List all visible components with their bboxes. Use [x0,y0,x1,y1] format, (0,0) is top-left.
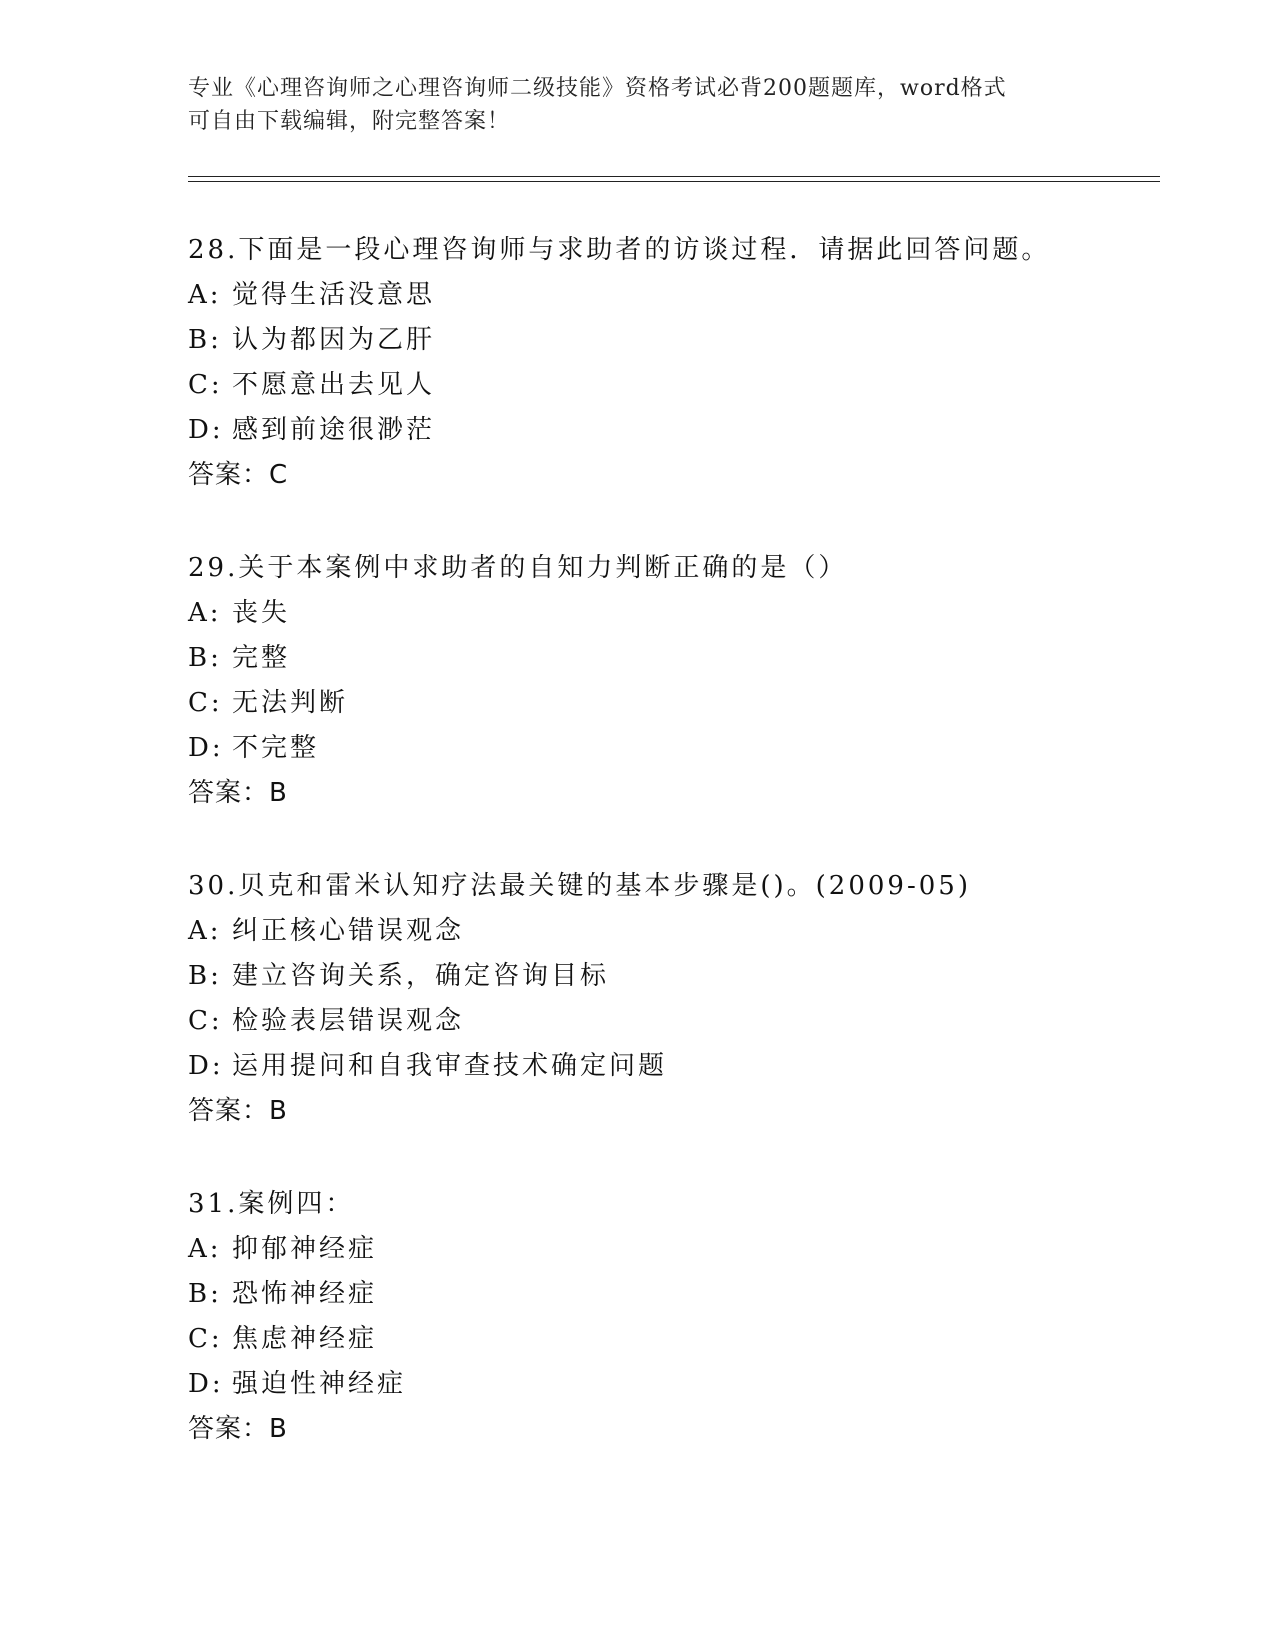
answer-prefix: 答案： [188,1096,270,1126]
header-line-1: 专业《心理咨询师之心理咨询师二级技能》资格考试必背200题题库，word格式 [188,76,1007,101]
option-letter: D: [188,1051,224,1081]
answer-line [188,1407,1188,1452]
option-text: 恐怖神经症 [232,1279,378,1309]
question-31 [188,1182,1188,1452]
option-c [188,363,1188,408]
question-28 [188,228,1188,498]
document-header [188,72,1088,138]
question-stem: 29.关于本案例中求助者的自知力判断正确的是（） [188,553,848,583]
answer-value: B [269,1096,287,1126]
header-line-2: 可自由下载编辑，附完整答案！ [188,109,511,134]
answer-value: B [269,778,287,808]
option-text: 建立咨询关系，确定咨询目标 [232,961,610,991]
option-a [188,909,1188,954]
option-text: 不愿意出去见人 [232,370,436,400]
option-b [188,318,1188,363]
option-d [188,726,1188,771]
option-c [188,1317,1188,1362]
answer-prefix: 答案： [188,1414,270,1444]
option-text: 感到前途很渺茫 [232,415,436,445]
option-letter: A: [188,280,222,310]
option-letter: A: [188,1234,222,1264]
option-text: 不完整 [232,733,320,763]
answer-line [188,1089,1188,1134]
option-text: 强迫性神经症 [232,1369,407,1399]
answer-value: B [269,1414,287,1444]
option-letter: C: [188,370,223,400]
option-d [188,1044,1188,1089]
header-divider-top [188,176,1160,177]
option-letter: B: [188,643,222,673]
question-29 [188,546,1188,816]
option-text: 焦虑神经症 [232,1324,378,1354]
answer-line [188,771,1188,816]
option-text: 检验表层错误观念 [232,1006,465,1036]
option-c [188,999,1188,1044]
question-30 [188,864,1188,1134]
option-letter: B: [188,1279,222,1309]
question-stem: 28.下面是一段心理咨询师与求助者的访谈过程．请据此回答问题。 [188,235,1051,265]
option-letter: C: [188,688,223,718]
option-text: 无法判断 [232,688,349,718]
option-text: 抑郁神经症 [232,1234,378,1264]
option-d [188,1362,1188,1407]
option-text: 觉得生活没意思 [232,280,436,310]
option-letter: D: [188,415,224,445]
option-letter: A: [188,916,222,946]
option-d [188,408,1188,453]
option-text: 认为都因为乙肝 [232,325,436,355]
option-b [188,636,1188,681]
question-stem: 30.贝克和雷米认知疗法最关键的基本步骤是()。(2009-05) [188,871,971,901]
option-letter: B: [188,325,222,355]
option-letter: A: [188,598,222,628]
header-divider-bottom [188,181,1160,182]
question-stem: 31.案例四： [188,1189,355,1219]
option-a [188,273,1188,318]
answer-prefix: 答案： [188,460,270,490]
option-letter: D: [188,733,224,763]
option-a [188,1227,1188,1272]
option-letter: B: [188,961,222,991]
option-text: 完整 [232,643,291,673]
answer-line [188,453,1188,498]
option-letter: D: [188,1369,224,1399]
answer-value: C [269,460,288,490]
option-b [188,954,1188,999]
option-letter: C: [188,1324,223,1354]
option-a [188,591,1188,636]
answer-prefix: 答案： [188,778,270,808]
option-b [188,1272,1188,1317]
option-c [188,681,1188,726]
option-letter: C: [188,1006,223,1036]
option-text: 纠正核心错误观念 [232,916,465,946]
option-text: 运用提问和自我审查技术确定问题 [232,1051,668,1081]
option-text: 丧失 [232,598,291,628]
